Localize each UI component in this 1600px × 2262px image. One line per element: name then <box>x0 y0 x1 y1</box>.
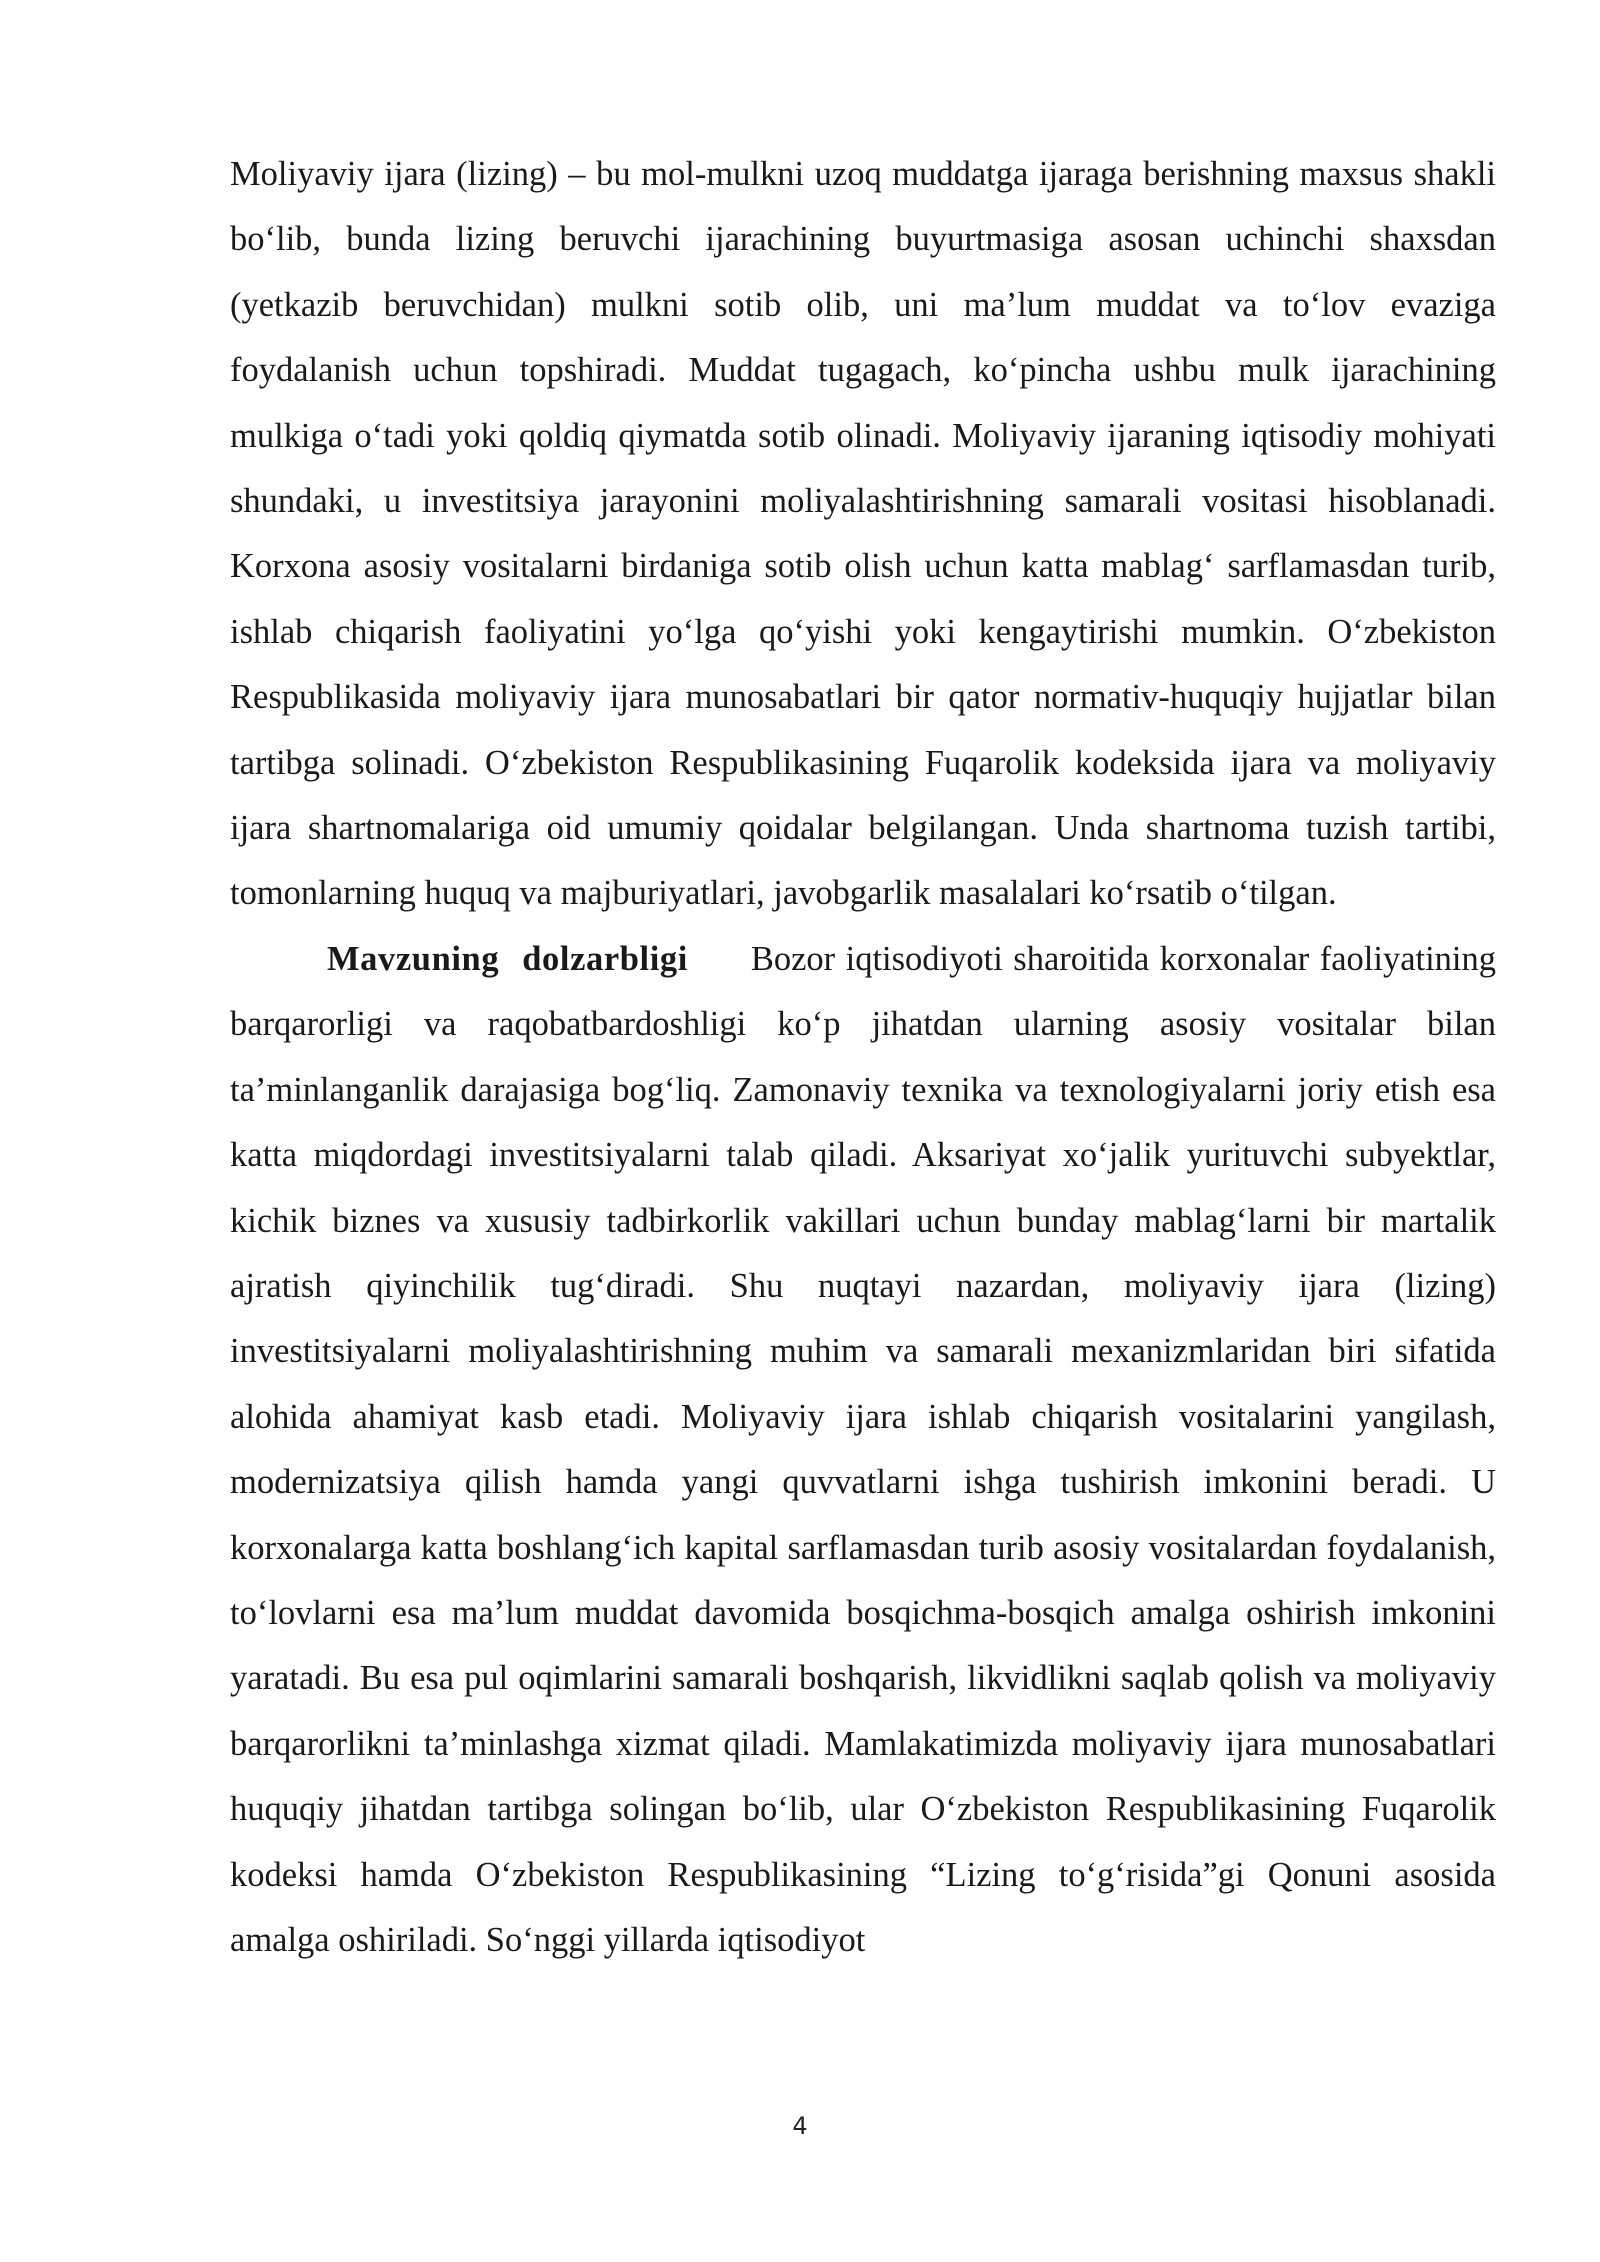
paragraph-financial-lease-definition <box>230 142 1496 927</box>
page-body <box>230 142 1496 1973</box>
section-heading: Mavzuning dolzarbligi <box>327 939 688 978</box>
paragraph-topic-relevance <box>230 927 1496 1974</box>
paragraph-text: Moliyaviy ijara (lizing) – bu mol-mulkni uzoq muddatga ijaraga berishning maxsus shakli bo‘lib, bunda lizing beruvchi ijarachining buyurtmasiga asosan uchinchi shaxsdan (yetkazib beruvchidan) mulkni sotib olib, uni ma’lum muddat va to‘lov evaziga foydalanish uchun topshiradi. Muddat tugagach, ko‘pincha ushbu mulk ijarachining mulkiga o‘tadi yoki qoldiq qiymatda sotib olinadi. Moliyaviy ijaraning iqtisodiy mohiyati shundaki, u investitsiya jarayonini moliyalashtirishning samarali vositasi hisoblanadi. Korxona asosiy vositalarni birdaniga sotib olish uchun katta mablag‘ sarflamasdan turib, ishlab chiqarish faoliyatini yo‘lga qo‘yishi yoki kengaytirishi mumkin. O‘zbekiston Respublikasida moliyaviy ijara munosabatlari bir qator normativ-huquqiy hujjatlar bilan tartibga solinadi. O‘zbekiston Respublikasining Fuqarolik kodeksida ijara va moliyaviy ijara shartnomalariga oid umumiy qoidalar belgilangan. Unda shartnoma tuzish tartibi, tomonlarning huquq va majburiyatlari, javobgarlik masalalari ko‘rsatib o‘tilgan. <box>230 155 1496 913</box>
paragraph-text: Bozor iqtisodiyoti sharoitida korxonalar faoliyatining barqarorligi va raqobatbardoshligi ko‘p jihatdan ularning asosiy vositalar bilan ta’minlanganlik darajasiga bog‘liq. Zamonaviy texnika va texnologiyalarni joriy etish esa katta miqdordagi investitsiyalarni talab qiladi. Aksariyat xo‘jalik yurituvchi subyektlar, kichik biznes va xususiy tadbirkorlik vakillari uchun bunday mablag‘larni bir martalik ajratish qiyinchilik tug‘diradi. Shu nuqtayi nazardan, moliyaviy ijara (lizing) investitsiyalarni moliyalashtirishning muhim va samarali mexanizmlaridan biri sifatida alohida ahamiyat kasb etadi. Moliyaviy ijara ishlab chiqarish vositalarini yangilash, modernizatsiya qilish hamda yangi quvvatlarni ishga tushirish imkonini beradi. U korxonalarga katta boshlang‘ich kapital sarflamasdan turib asosiy vositalardan foydalanish, to‘lovlarni esa ma’lum muddat davomida bosqichma-bosqich amalga oshirish imkonini yaratadi. Bu esa pul oqimlarini samarali boshqarish, likvidlikni saqlab qolish va moliyaviy barqarorlikni ta’minlashga xizmat qiladi. Mamlakatimizda moliyaviy ijara munosabatlari huquqiy jihatdan tartibga solingan bo‘lib, ular O‘zbekiston Respublikasining Fuqarolik kodeksi hamda O‘zbekiston Respublikasining “Lizing to‘g‘risida”gi Qonuni asosida amalga oshiriladi. So‘nggi yillarda iqtisodiyot <box>230 939 1497 1959</box>
page-number: 4 <box>792 2112 808 2140</box>
